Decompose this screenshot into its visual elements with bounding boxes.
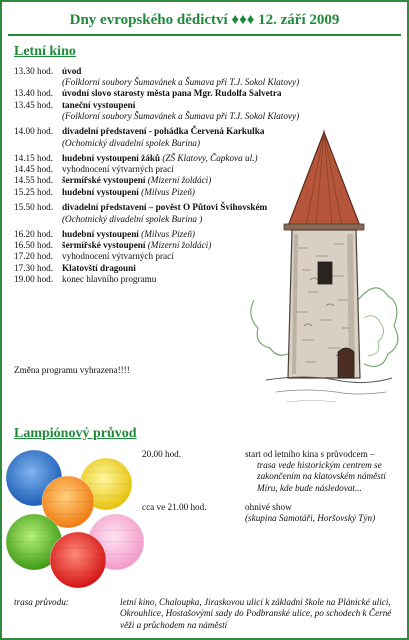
schedule-activity-title: Klatovští dragouni xyxy=(62,262,136,273)
pruvod-desc-2 xyxy=(245,502,403,524)
schedule-performer: (Mizerní žoldáci) xyxy=(145,175,212,186)
schedule-row xyxy=(14,88,314,99)
schedule-performer: (Mizerní žoldáci) xyxy=(145,240,212,251)
schedule-time: 15.25 hod. xyxy=(14,186,54,197)
schedule-activity xyxy=(62,88,314,99)
section-title-kino: Letní kino xyxy=(14,44,76,59)
schedule-row xyxy=(14,66,314,77)
schedule-activity-title: úvod xyxy=(62,66,82,76)
schedule-activity-title: divadelní představení – pověst O Půtovi Švihovském xyxy=(62,202,268,213)
schedule-activity-title: hudební vystoupení xyxy=(62,186,139,197)
schedule-time: 13.45 hod. xyxy=(14,99,54,110)
schedule-performer: (Milvus Pizeň) xyxy=(138,228,195,239)
schedule-time: 14.00 hod. xyxy=(14,126,54,137)
poster-title: Dny evropského dědictví ♦♦♦ 12. září 2009 xyxy=(8,8,401,36)
schedule-row xyxy=(14,100,314,111)
schedule-performer: (Folklorní soubory Šumavánek a Šumava při T.J. Sokol Klatovy) xyxy=(62,77,300,88)
schedule-activity-title: hudební vystoupení xyxy=(62,228,139,239)
schedule-time: 17.30 hod. xyxy=(14,262,54,273)
schedule-performer: (Ochotnický divadelní spolek Burina) xyxy=(62,137,201,148)
schedule-time: 19.00 hod. xyxy=(14,274,54,285)
pruvod-desc-2-head: ohnivé show xyxy=(245,502,292,512)
schedule-performer: (ZŠ Klatovy, Čapkova ul.) xyxy=(160,152,258,163)
schedule-activity-title: hudební vystoupení žáků xyxy=(62,152,161,163)
schedule-activity-title: vyhodnocení výtvarných prací xyxy=(62,251,174,262)
pruvod-desc-1 xyxy=(245,449,403,494)
pruvod-desc-2-body: (skupina Samotáři, Horšovský Týn) xyxy=(245,513,376,524)
program-note: Změna programu vyhrazena!!!! xyxy=(14,365,130,375)
schedule-time: 14.45 hod. xyxy=(14,164,54,175)
pruvod-desc-1-body: trasa vede historickým centrem se zakončením na klatovském náměstí Míru, kde bude následovat... xyxy=(257,460,386,493)
tower-illustration xyxy=(246,130,402,416)
schedule-performer: (Ochotnický divadelní spolek Burina ) xyxy=(62,213,203,224)
schedule-activity-title: konec hlavního programu xyxy=(62,274,157,285)
section-title-pruvod: Lampiónový průvod xyxy=(14,426,137,441)
schedule-time: 14.15 hod. xyxy=(14,152,54,163)
schedule-time: 16.50 hod. xyxy=(14,240,54,251)
pruvod-time-1: 20.00 hod. xyxy=(142,449,182,459)
route-label: trasa průvodu: xyxy=(14,597,69,607)
schedule-activity-title: úvodní slovo starosty města pana Mgr. Rudolfa Salvetra xyxy=(62,88,282,99)
schedule-time: 17.20 hod. xyxy=(14,251,54,262)
schedule-time: 14.55 hod. xyxy=(14,175,54,186)
lanterns-illustration xyxy=(6,444,146,594)
pruvod-desc-1-head: start od letního kina s průvodcem – xyxy=(245,449,375,459)
schedule-activity-title: šermířské vystoupení xyxy=(62,175,146,186)
pruvod-time-2: cca ve 21.00 hod. xyxy=(142,502,207,512)
schedule-activity xyxy=(62,100,314,111)
schedule-performer: (Milvus Pizeň) xyxy=(138,186,195,197)
schedule-time: 13.40 hod. xyxy=(14,88,54,99)
schedule-activity-title: taneční vystoupení xyxy=(62,99,136,110)
schedule-activity-title: divadelní představení - pohádka Červená Karkulka xyxy=(62,126,265,137)
schedule-time: 13.30 hod. xyxy=(14,66,54,76)
schedule-time: 16.20 hod. xyxy=(14,228,54,239)
schedule-activity-title: šermířské vystoupení xyxy=(62,240,146,251)
route-text: letní kino, Chaloupka, Jiraskovou ulicí k základní škole na Plánické ulici, Okrouhlice, Hostašovými sady do Podbranské ulice, po schodech k Černé věži a průchodem na náměstí xyxy=(120,597,392,630)
schedule-performer: (Folklorní soubory Šumavánek a Šumava při T.J. Sokol Klatovy) xyxy=(62,111,300,122)
schedule-time: 15.50 hod. xyxy=(14,202,54,213)
schedule-activity-title: vyhodnocení výtvarných prací xyxy=(62,164,174,175)
schedule-activity xyxy=(62,66,314,77)
